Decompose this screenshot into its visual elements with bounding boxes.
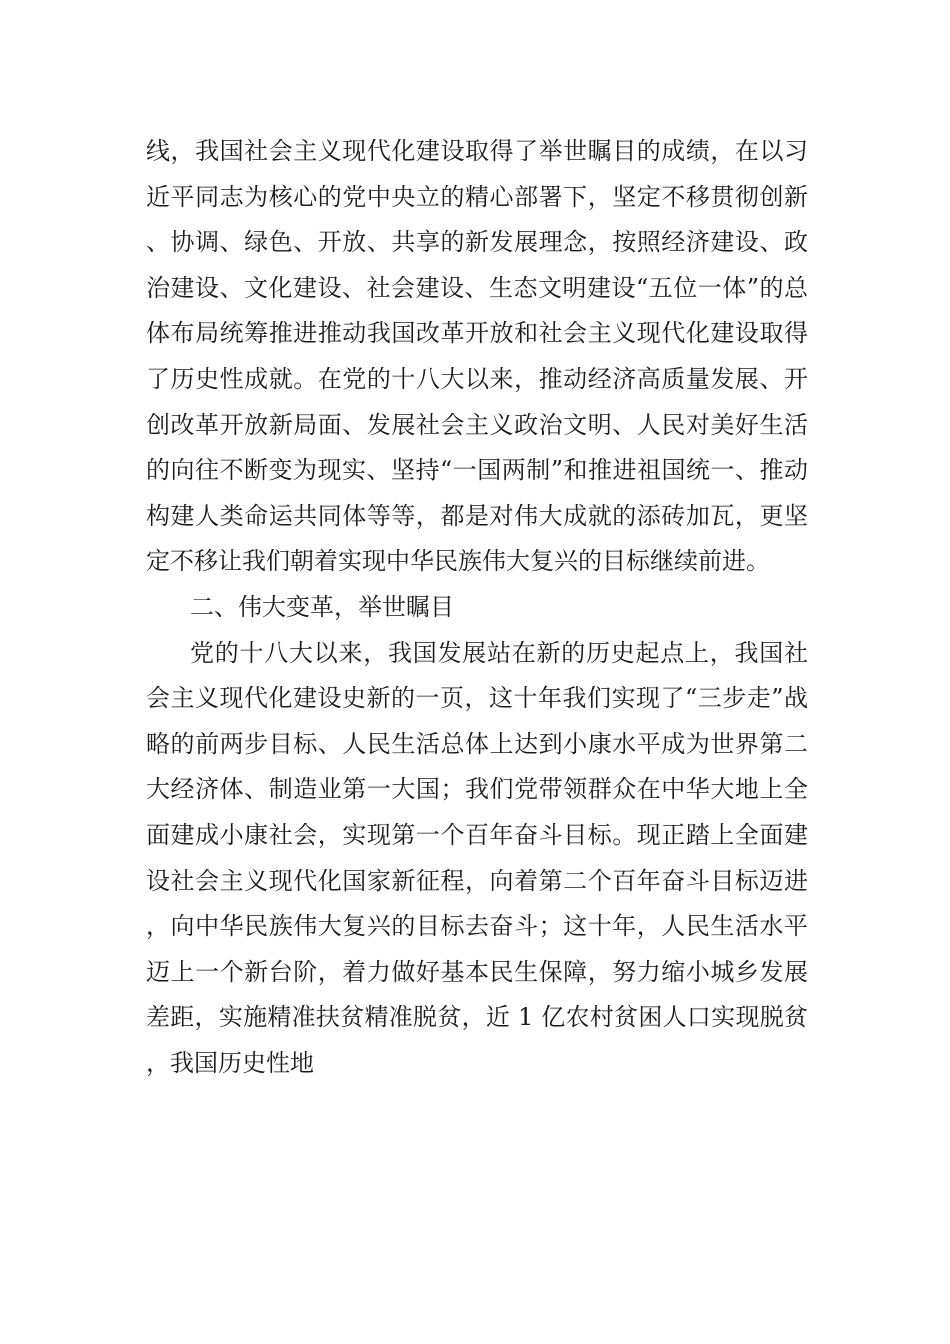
paragraph: 党的十八大以来，我国发展站在新的历史起点上，我国社会主义现代化建设史新的一页，这十年我们实现了“三步走”战略的前两步目标、人民生活总体上达到小康水平成为世界第二大经济体、制造业第一大国；我们党带领群众在中华大地上全面建成小康社会，实现第一个百年奋斗目标。现正踏上全面建设社会主义现代化国家新征程，向着第二个百年奋斗目标迈进，向中华民族伟大复兴的目标去奋斗；这十年，人民生活水平迈上一个新台阶，着力做好基本民生保障，努力缩小城乡发展差距，实施精准扶贫精准脱贫，近 1 亿农村贫困人口实现脱贫，我国历史性地 <box>146 638 808 1077</box>
section-heading: 二、伟大变革，举世瞩目 <box>190 592 454 621</box>
paragraph-continued: 线，我国社会主义现代化建设取得了举世瞩目的成绩，在以习近平同志为核心的党中央立的精心部署下，坚定不移贯彻创新、协调、绿色、开放、共享的新发展理念，按照经济建设、政治建设、文化建设、社会建设、生态文明建设“五位一体”的总体布局统筹推进推动我国改革开放和社会主义现代化建设取得了历史性成就。在党的十八大以来，推动经济高质量发展、开创改革开放新局面、发展社会主义政治文明、人民对美好生活的向往不断变为现实、坚持“一国两制”和推进祖国统一、推动构建人类命运共同体等等，都是对伟大成就的添砖加瓦，更坚定不移让我们朝着实现中华民族伟大复兴的目标继续前进。 <box>146 137 808 576</box>
document-body <box>146 129 808 1086</box>
